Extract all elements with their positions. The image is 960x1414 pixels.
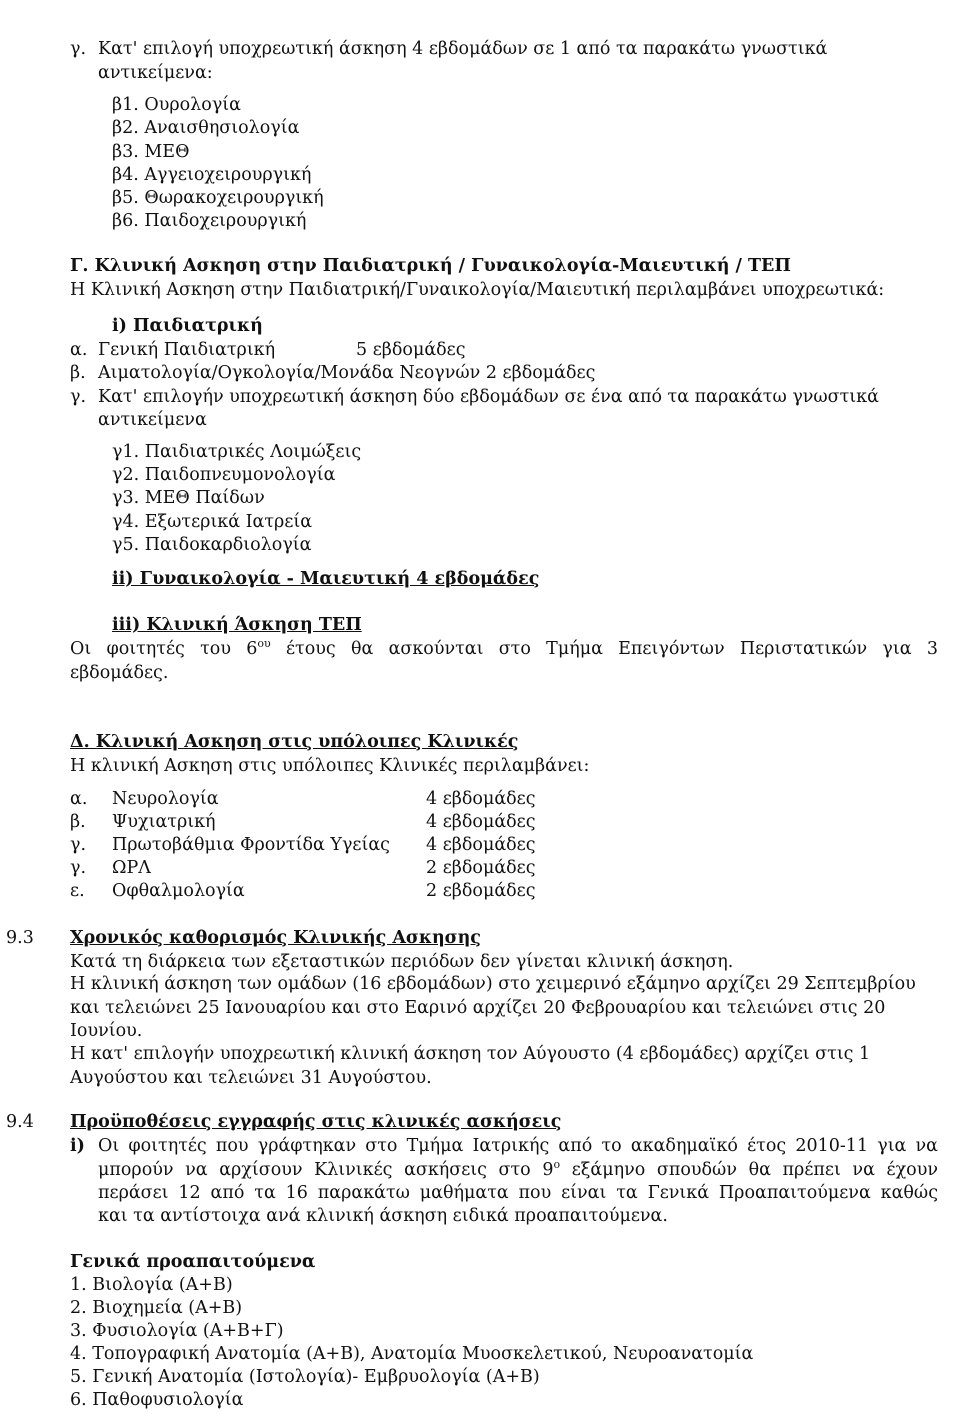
pediatrics-item-c: γ. Κατ' επιλογήν υποχρεωτική άσκηση δύο εβδομάδων σε ένα από τα παρακάτω γνωστικά — [70, 387, 879, 407]
elective-b-line2: αντικείμενα: — [98, 63, 213, 83]
section-9-3-para3: Η κατ' επιλογήν υποχρεωτική κλινική άσκηση τον Αύγουστο (4 εβδομάδες) αρχίζει στις 1 Αυγούστου και τελειώνει 31 Αυγούστου. — [70, 1044, 871, 1088]
list-item: γ4. Εξωτερικά Ιατρεία — [112, 512, 313, 532]
tep-heading: iii) Κλινική Άσκηση ΤΕΠ — [112, 615, 362, 635]
list-item: 2. Βιοχημεία (Α+Β) — [70, 1298, 243, 1318]
list-item: γ2. Παιδοπνευμονολογία — [112, 465, 336, 485]
section-9-3-title: Χρονικός καθορισμός Κλινικής Ασκησης — [70, 928, 481, 948]
pediatrics-heading: i) Παιδιατρική — [112, 316, 263, 336]
section-9-4-line4: και τα αντίστοιχα ανά κλινική άσκηση ειδικά προαπαιτούμενα. — [98, 1206, 668, 1226]
section-g-heading: Γ. Κλινική Ασκηση στην Παιδιατρική / Γυναικολογία-Μαιευτική / ΤΕΠ — [70, 256, 791, 276]
list-item: β3. ΜΕΘ — [112, 142, 190, 162]
section-9-3-line1: Κατά τη διάρκεια των εξεταστικών περιόδων δεν γίνεται κλινική άσκηση. — [70, 952, 734, 972]
section-9-3-para2: Η κλινική άσκηση των ομάδων (16 εβδομάδων) στο χειμερινό εξάμηνο αρχίζει 29 Σεπτεμβρίου και τελειώνει 25 Ιανουαρίου και στο Εαρινό αρχίζει 20 Φεβρουαρίου και τελειώνει στις 20 Ιουνίου. — [70, 974, 916, 1041]
list-item: β1. Ουρολογία — [112, 95, 241, 115]
list-item: γ1. Παιδιατρικές Λοιμώξεις — [112, 442, 362, 462]
section-g-intro: Η Κλινική Ασκηση στην Παιδιατρική/Γυναικολογία/Μαιευτική περιλαμβάνει υποχρεωτικά: — [70, 280, 885, 300]
list-item: β5. Θωρακοχειρουργική — [112, 188, 324, 208]
section-9-4-item-marker: i) — [70, 1136, 85, 1156]
list-item: 6. Παθοφυσιολογία — [70, 1390, 244, 1410]
list-item: γ3. ΜΕΘ Παίδων — [112, 488, 265, 508]
gynecology-heading: ii) Γυναικολογία - Μαιευτική 4 εβδομάδες — [112, 569, 540, 589]
section-d-heading: Δ. Κλινική Ασκηση στις υπόλοιπες Κλινικές — [70, 732, 519, 752]
section-9-3-number: 9.3 — [6, 928, 34, 948]
pediatrics-item-c-line2: αντικείμενα — [98, 410, 207, 430]
pediatrics-item-a: α. Γενική Παιδιατρική 5 εβδομάδες — [70, 340, 466, 360]
list-item: 5. Γενική Ανατομία (Ιστολογία)- Εμβρυολογία (Α+Β) — [70, 1367, 540, 1387]
list-item: β6. Παιδοχειρουργική — [112, 211, 307, 231]
list-item: 3. Φυσιολογία (Α+Β+Γ) — [70, 1321, 284, 1341]
table-row: γ. ΩΡΛ 2 εβδομάδες — [70, 858, 536, 878]
elective-b-line1: γ. Κατ' επιλογή υποχρεωτική άσκηση 4 εβδομάδων σε 1 από τα παρακάτω γνωστικά — [70, 39, 828, 59]
section-d-intro: Η κλινική Ασκηση στις υπόλοιπες Κλινικές περιλαμβάνει: — [70, 756, 590, 776]
section-9-4-line2: μπορούν να αρχίσουν Κλινικές ασκήσεις στο $9^o$ εξάμηνο σπουδών θα πρέπει να έχουν — [98, 1158, 938, 1180]
table-row: α. Νευρολογία 4 εβδομάδες — [70, 789, 536, 809]
prereq-heading: Γενικά προαπαιτούμενα — [70, 1252, 316, 1272]
list-item: β2. Αναισθησιολογία — [112, 118, 300, 138]
pediatrics-item-b: β. Αιματολογία/Ογκολογία/Μονάδα Νεογνών 2 εβδομάδες — [70, 363, 596, 383]
list-item: γ5. Παιδοκαρδιολογία — [112, 535, 312, 555]
section-9-4-title: Προϋποθέσεις εγγραφής στις κλινικές ασκήσεις — [70, 1112, 562, 1132]
table-row: β. Ψυχιατρική 4 εβδομάδες — [70, 812, 536, 832]
list-item: β4. Αγγειοχειρουργική — [112, 165, 312, 185]
list-item: 4. Τοπογραφική Ανατομία (Α+Β), Ανατομία Μυοσκελετικού, Νευροανατομία — [70, 1344, 754, 1364]
section-9-4-line1: Οι φοιτητές που γράφτηκαν στο Τμήμα Ιατρικής από το ακαδημαϊκό έτος 2010-11 για να — [98, 1136, 938, 1156]
tep-line1: Οι φοιτητές του $6^{o\upsilon}$ έτους θα ασκούνται στο Τμήμα Επειγόντων Περιστατικών για 3 — [70, 637, 938, 659]
table-row: γ. Πρωτοβάθμια Φροντίδα Υγείας 4 εβδομάδες — [70, 835, 536, 855]
section-9-4-line3: περάσει 12 από τα 16 παρακάτω μαθήματα που είναι τα Γενικά Προαπαιτούμενα καθώς — [98, 1183, 938, 1203]
tep-line2: εβδομάδες. — [70, 663, 169, 683]
table-row: ε. Οφθαλμολογία 2 εβδομάδες — [70, 881, 536, 901]
list-item: 1. Βιολογία (Α+Β) — [70, 1275, 233, 1295]
section-9-4-number: 9.4 — [6, 1112, 34, 1132]
